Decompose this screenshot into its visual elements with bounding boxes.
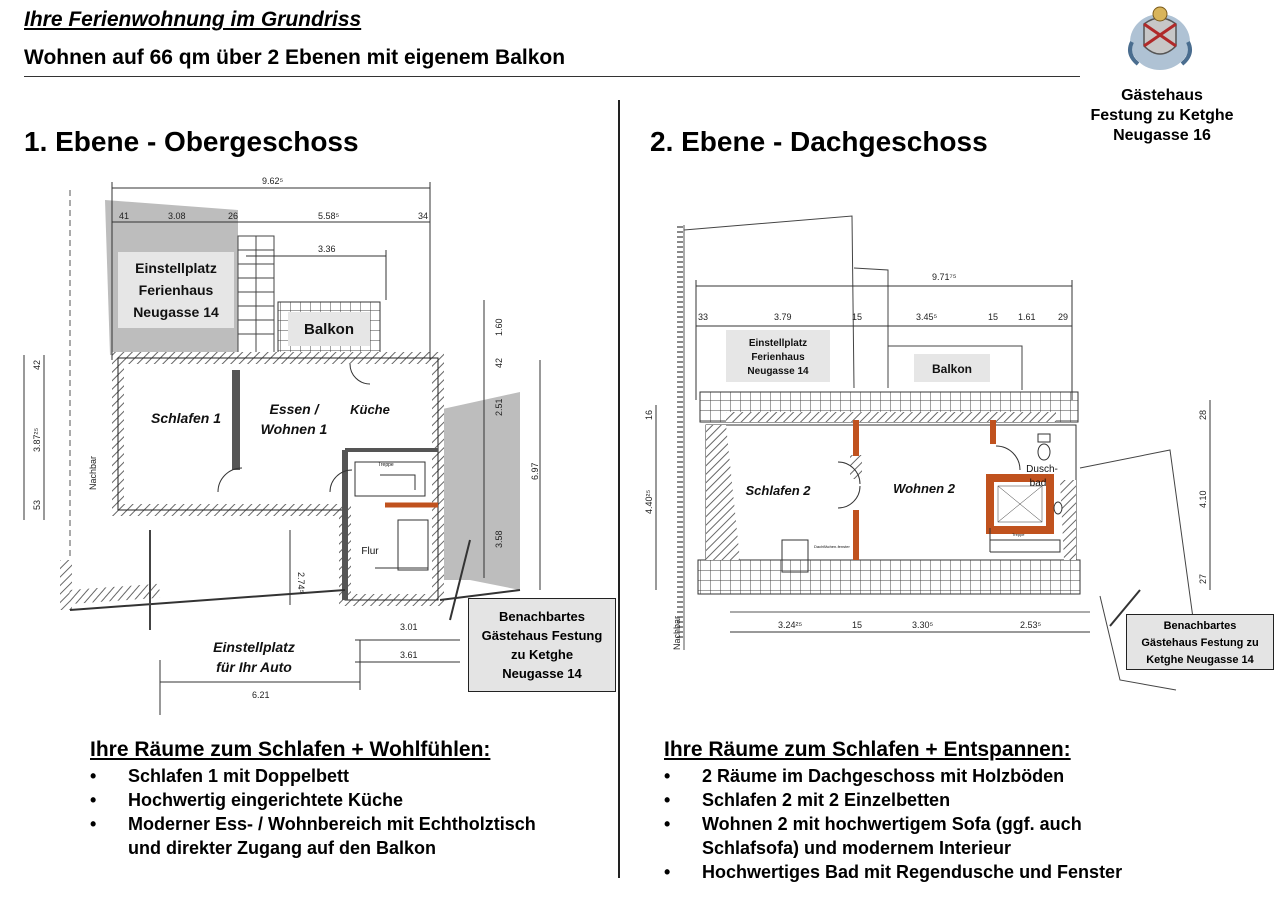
features-title-level1: Ihre Räume zum Schlafen + Wohlfühlen: [90, 738, 491, 761]
dim-total-l2: 9.71⁷⁵ [932, 272, 957, 282]
list-item: und direkter Zugang auf den Balkon [128, 838, 437, 858]
list-item: • Hochwertig eingerichtete Küche [88, 788, 610, 812]
dim-label: 5.58⁵ [318, 211, 340, 221]
level2-title: 2. Ebene - Dachgeschoss [650, 126, 988, 157]
list-item: Schlafsofa) und modernem Interieur [702, 838, 1012, 858]
dim-label: 3.79 [774, 312, 792, 322]
features-list-level1 [88, 764, 610, 860]
dim-label: 3.36 [318, 244, 336, 254]
neighbour-note-line: Ketghe Neugasse 14 [1146, 654, 1254, 666]
sink [1054, 502, 1062, 514]
neighbour-note-line: Gästehaus Festung zu [1141, 637, 1259, 649]
dim-label: 15 [988, 312, 999, 322]
neighbour-note-level2 [1126, 614, 1274, 670]
slope-wall-left [706, 425, 740, 560]
dim-label: 3.08 [168, 211, 186, 221]
room-duschbad: Dusch- [1026, 464, 1058, 475]
dim-label: 15 [852, 620, 863, 630]
dim-label: 42 [494, 357, 504, 368]
dim-label: 2.74⁵ [296, 572, 306, 594]
label-treppe-l2: Treppe [1012, 532, 1025, 537]
features-title-level2: Ihre Räume zum Schlafen + Entspannen: [664, 738, 1071, 761]
dim-label: 26 [228, 211, 239, 221]
room-schlafen-2: Schlafen 2 [745, 483, 811, 498]
dim-label: 2.53⁵ [1020, 620, 1042, 630]
room-kueche: Küche [350, 402, 390, 417]
roof-grid-bottom [698, 560, 1080, 594]
label-dachflaechenfenster: Dachflächen-fenster [814, 544, 850, 549]
dim-label: 6.97 [530, 462, 540, 480]
neighbour-note-line: zu Ketghe [510, 647, 574, 662]
toilet [1038, 444, 1050, 460]
neighbour-note-line: Benachbartes [499, 609, 585, 624]
features-level1 [90, 738, 610, 860]
dim-label: 29 [1058, 312, 1069, 322]
neighbour-note-line: Gästehaus Festung [481, 628, 603, 643]
neighbour-note-line: Neugasse 14 [502, 666, 582, 681]
dim-label: 53 [32, 499, 42, 510]
room-flur: Flur [361, 546, 379, 557]
dim-label: 41 [119, 211, 130, 221]
list-item: • Hochwertiges Bad mit Regendusche und Fenster [662, 860, 1264, 884]
neighbour-note-line: Benachbartes [1163, 620, 1237, 632]
dim-total: 9.62⁵ [262, 176, 284, 186]
label-neugasse-l2: Neugasse 14 [747, 366, 809, 377]
dim-label: 28 [1198, 409, 1208, 420]
room-wohnen-1: Wohnen 1 [260, 421, 328, 437]
guesthouse-name-line: Gästehaus [1121, 87, 1203, 104]
slope-wall-right [1060, 480, 1076, 560]
dim-label: 2.51 [494, 398, 504, 416]
label-balkon-l2: Balkon [931, 362, 973, 376]
label-auto-1: Einstellplatz [213, 639, 295, 655]
dim-label: 6.21 [252, 690, 270, 700]
dim-label: 42 [32, 359, 42, 370]
dim-label: 3.01 [400, 622, 418, 632]
guesthouse-street: Neugasse 16 [1113, 127, 1211, 144]
label-einstellplatz-l2: Einstellplatz [748, 338, 808, 349]
list-item: • Wohnen 2 mit hochwertigem Sofa (ggf. auch [662, 812, 1264, 836]
dim-label: 3.45⁵ [916, 312, 938, 322]
dim-label: 1.60 [494, 318, 504, 336]
label-ferienhaus-l2: Ferienhaus [751, 352, 805, 363]
nachbar-label: Nachbar [88, 455, 98, 490]
features-level2 [664, 738, 1264, 884]
guesthouse-name-line: Festung zu Ketghe [1090, 107, 1234, 124]
label-balkon: Balkon [303, 321, 355, 338]
dim-label: 3.58 [494, 530, 504, 548]
dim-label: 3.30⁵ [912, 620, 934, 630]
page-subtitle: Wohnen auf 66 qm über 2 Ebenen mit eigenem Balkon [24, 46, 566, 69]
dim-label: 33 [698, 312, 709, 322]
room-schlafen-1: Schlafen 1 [150, 410, 222, 426]
dim-label: 1.61 [1018, 312, 1036, 322]
room-essen: Essen / [269, 401, 319, 417]
dim-label: 15 [852, 312, 863, 322]
dim-label: 27 [1198, 573, 1208, 584]
dim-label: 3.24²⁵ [778, 620, 803, 630]
dim-label: 34 [418, 211, 429, 221]
page-title: Ihre Ferienwohnung im Grundriss [24, 8, 362, 31]
nachbar-label-l2: Nachbar [672, 615, 682, 650]
level1-title: 1. Ebene - Obergeschoss [24, 126, 359, 157]
dim-label: 16 [644, 409, 654, 420]
list-item: • Moderner Ess- / Wohnbereich mit Echtholztisch [88, 812, 610, 836]
dim-label: 3.87²⁵ [32, 427, 42, 452]
dim-label: 3.61 [400, 650, 418, 660]
room-duschbad-2: bad [1029, 478, 1047, 489]
label-treppe: Treppe [378, 462, 394, 468]
features-list-level2 [662, 764, 1264, 884]
label-einstellplatz: Einstellplatz [135, 260, 217, 276]
stair-rail [990, 540, 1060, 552]
dim-label: 4.40²⁵ [644, 489, 654, 514]
dim-label: 4.10 [1198, 490, 1208, 508]
label-ferienhaus: Ferienhaus [138, 282, 214, 298]
room-wohnen-2: Wohnen 2 [893, 481, 955, 496]
label-neugasse: Neugasse 14 [133, 304, 219, 320]
label-auto-2: für Ihr Auto [216, 659, 292, 675]
list-item: • 2 Räume im Dachgeschoss mit Holzböden [662, 764, 1264, 788]
list-item: • Schlafen 1 mit Doppelbett [88, 764, 610, 788]
list-item: • Schlafen 2 mit 2 Einzelbetten [662, 788, 1264, 812]
